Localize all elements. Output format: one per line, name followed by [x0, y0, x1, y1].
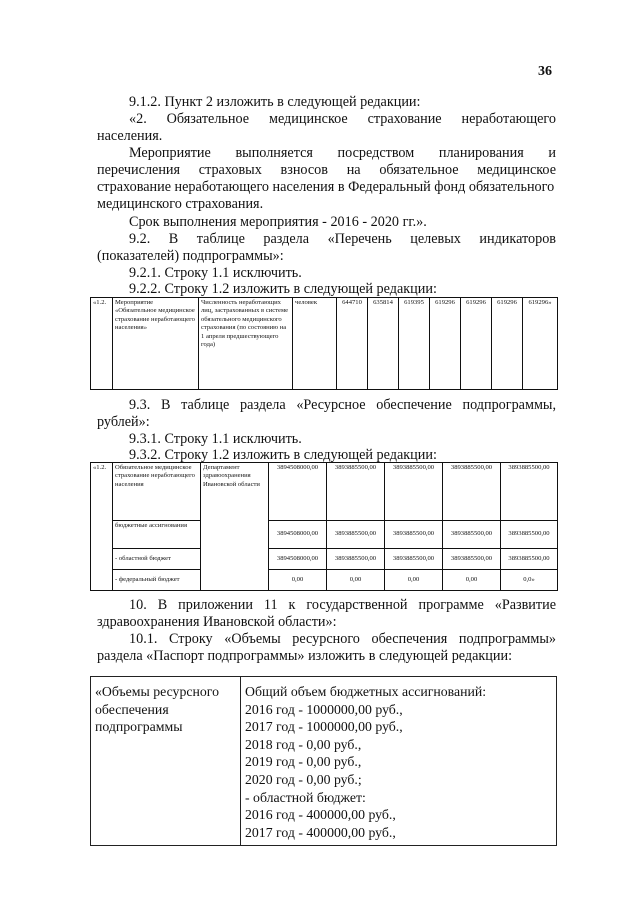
value-cell: 3893885500,00	[385, 521, 443, 549]
right-line: 2020 год - 0,00 руб.;	[245, 771, 362, 787]
value-cell: 3893885500,00	[327, 549, 385, 570]
text-line: медицинского страхования.	[97, 196, 264, 212]
left-line: «Объемы ресурсного	[95, 684, 219, 699]
row-number: «1.2.	[91, 298, 113, 390]
right-line: 2016 год - 400000,00 руб.,	[245, 807, 396, 823]
indicator-name: Численность неработающих лиц, застрахованных в системе обязательного медицинского страхования (по состоянию на 1 апреля предшествующего года)	[199, 298, 293, 390]
text-line: 9.2.1. Строку 1.1 исключить.	[129, 265, 302, 281]
text-line: «2. Обязательное медицинское страхование неработающего	[129, 111, 556, 127]
value-cell: 3893885500,00	[385, 463, 443, 521]
text-line: рублей»:	[97, 414, 150, 430]
value-cell: 619296	[430, 298, 461, 390]
row-label: бюджетные ассигнования	[113, 521, 201, 549]
text-line: 9.3.2. Строку 1.2 изложить в следующей редакции:	[129, 447, 437, 463]
right-line: 2018 год - 0,00 руб.,	[245, 736, 362, 752]
value-cell: 635814	[368, 298, 399, 390]
value-cell: 3893885500,00	[327, 463, 385, 521]
value-cell: 619395	[399, 298, 430, 390]
value-cell: 644710	[337, 298, 368, 390]
left-line: подпрограммы	[95, 719, 183, 735]
text-line: 9.3.1. Строку 1.1 исключить.	[129, 431, 302, 447]
value-cell: 3893885500,00	[443, 521, 501, 549]
row-label: - федеральный бюджет	[113, 570, 201, 591]
right-line: - областной бюджет:	[245, 789, 366, 805]
table-row	[91, 521, 558, 549]
value-cell: 0,00	[385, 570, 443, 591]
passport-table	[90, 676, 557, 846]
table-row	[91, 298, 558, 390]
text-line: 9.3. В таблице раздела «Ресурсное обеспечение подпрограммы,	[129, 397, 556, 413]
value-cell: 3893885500,00	[501, 463, 558, 521]
executor: Департамент здравоохранения Ивановской области	[201, 463, 269, 591]
right-cell	[241, 677, 557, 846]
row-label: - областной бюджет	[113, 549, 201, 570]
indicator-table	[90, 297, 558, 390]
text-line: населения.	[97, 128, 163, 144]
value-cell: 0,00	[443, 570, 501, 591]
text-line: раздела «Паспорт подпрограммы» изложить в следующей редакции:	[97, 648, 513, 664]
value-cell: 3894508000,00	[269, 521, 327, 549]
table-row	[91, 549, 558, 570]
value-cell: 3893885500,00	[443, 549, 501, 570]
event-name: Мероприятие «Обязательное медицинское страхование неработающего населения»	[113, 298, 199, 390]
text-line: перечисления страховых взносов на обязательное медицинское	[97, 162, 556, 178]
value-cell: 3894508000,00	[269, 463, 327, 521]
value-cell: 0,0»	[501, 570, 558, 591]
resource-table	[90, 462, 558, 591]
text-line: 10.1. Строку «Объемы ресурсного обеспечения подпрограммы»	[129, 631, 556, 647]
text-line: 9.2.2. Строку 1.2 изложить в следующей редакции:	[129, 281, 437, 297]
right-line: Общий объем бюджетных ассигнований:	[245, 684, 487, 699]
value-cell: 3893885500,00	[501, 521, 558, 549]
table-row	[91, 570, 558, 591]
text-line: здравоохранения Ивановской области»:	[97, 614, 337, 630]
left-line: обеспечения	[95, 701, 169, 717]
value-cell: 619296	[461, 298, 492, 390]
value-cell: 3893885500,00	[501, 549, 558, 570]
value-cell: 619296»	[523, 298, 558, 390]
left-cell	[91, 677, 241, 846]
right-line: 2017 год - 400000,00 руб.,	[245, 824, 396, 840]
value-cell: 0,00	[269, 570, 327, 591]
value-cell: 3894508000,00	[269, 549, 327, 570]
text-line: 10. В приложении 11 к государственной программе «Развитие	[129, 597, 556, 613]
table-row	[91, 463, 558, 521]
right-line: 2019 год - 0,00 руб.,	[245, 754, 362, 770]
value-cell: 0,00	[327, 570, 385, 591]
event-name: Обязательное медицинское страхование неработающего населения	[113, 463, 201, 521]
text-line: страхование неработающего населения в Федеральный фонд обязательного	[97, 179, 555, 195]
unit: человек	[293, 298, 337, 390]
table-row	[91, 677, 557, 846]
text-line: Срок выполнения мероприятия - 2016 - 2020 гг.».	[129, 214, 427, 230]
right-line: 2016 год - 1000000,00 руб.,	[245, 701, 403, 717]
value-cell: 3893885500,00	[385, 549, 443, 570]
text-line: Мероприятие выполняется посредством планирования и	[129, 145, 556, 161]
text-line: 9.1.2. Пункт 2 изложить в следующей редакции:	[129, 94, 421, 110]
right-line: 2017 год - 1000000,00 руб.,	[245, 719, 403, 735]
page-number: 36	[538, 64, 552, 79]
value-cell: 619296	[492, 298, 523, 390]
row-number: «1.2.	[91, 463, 113, 591]
value-cell: 3893885500,00	[327, 521, 385, 549]
text-line: 9.2. В таблице раздела «Перечень целевых индикаторов	[129, 231, 556, 247]
value-cell: 3893885500,00	[443, 463, 501, 521]
text-line: (показателей) подпрограммы»:	[97, 248, 284, 264]
